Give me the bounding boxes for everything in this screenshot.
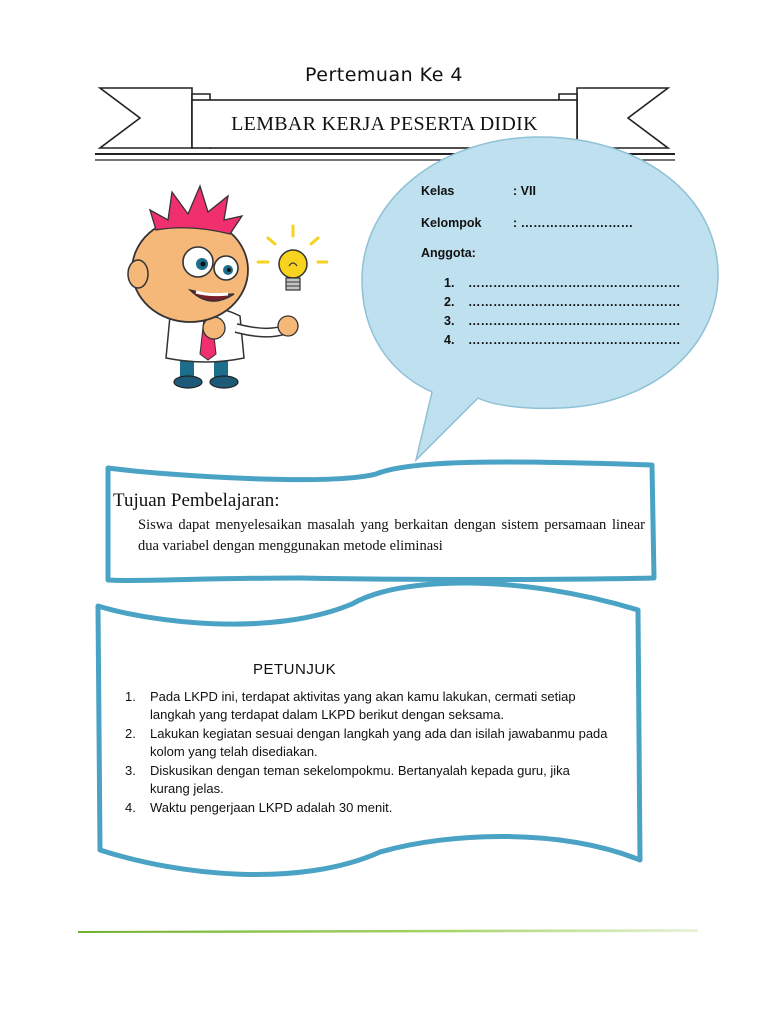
footer-divider (78, 926, 698, 936)
list-item (125, 799, 612, 817)
tujuan-text: Siswa dapat menyelesaikan masalah yang berkaitan dengan sistem persamaan linear dua variabel dengan menggunakan metode eliminasi (138, 517, 645, 554)
member-number: 3. (444, 314, 455, 328)
meeting-title: Pertemuan Ke 4 (304, 64, 464, 86)
item-text: Pada LKPD ini, terdapat aktivitas yang akan kamu lakukan, cermati setiap langkah yang terdapat dalam LKPD berikut dengan seksama. (150, 689, 576, 722)
list-item (125, 762, 612, 798)
member-field[interactable]: …………………………………………… (468, 333, 681, 347)
member-number: 4. (444, 333, 455, 347)
item-text: Waktu pengerjaan LKPD adalah 30 menit. (150, 800, 393, 815)
petunjuk-heading: PETUNJUK (253, 661, 337, 678)
item-text: Diskusikan dengan teman sekelompokmu. Bertanyalah kepada guru, jika kurang jelas. (150, 763, 570, 796)
kelas-label: Kelas (421, 184, 455, 198)
banner-title: LEMBAR KERJA PESERTA DIDIK (231, 113, 538, 135)
item-number: 1. (125, 689, 136, 704)
list-item (125, 725, 612, 761)
petunjuk-list (125, 688, 612, 818)
item-number: 4. (125, 800, 136, 815)
list-item (125, 688, 612, 724)
kelompok-label: Kelompok (421, 216, 482, 230)
anggota-label: Anggota: (421, 246, 476, 260)
item-number: 3. (125, 763, 136, 778)
item-number: 2. (125, 726, 136, 741)
member-field[interactable]: …………………………………………… (468, 276, 681, 290)
tujuan-heading: Tujuan Pembelajaran: (113, 490, 280, 511)
member-number: 2. (444, 295, 455, 309)
member-field[interactable]: …………………………………………… (468, 295, 681, 309)
kelompok-field[interactable]: : ……………………… (513, 216, 634, 230)
member-number: 1. (444, 276, 455, 290)
member-field[interactable]: …………………………………………… (468, 314, 681, 328)
item-text: Lakukan kegiatan sesuai dengan langkah yang ada dan isilah jawabanmu pada kolom yang telah disediakan. (150, 726, 608, 759)
kelas-value: : VII (513, 184, 536, 198)
